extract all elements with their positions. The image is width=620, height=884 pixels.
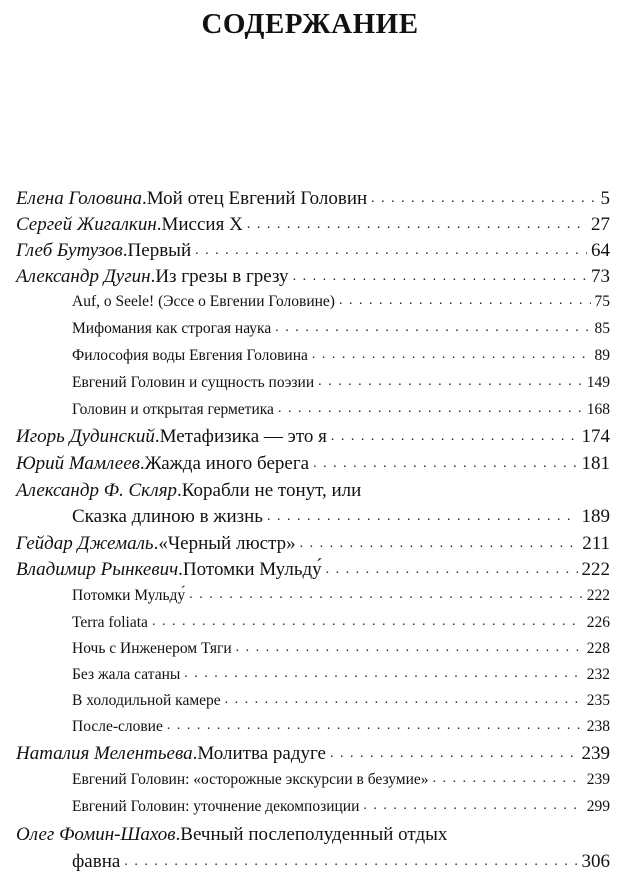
toc-separator: .	[153, 533, 159, 554]
toc-subentry[interactable]	[72, 798, 610, 822]
toc-entry[interactable]	[16, 426, 610, 452]
dot-leader	[312, 345, 591, 363]
toc-title: Auf, o Seele! (Эссе о Евгении Головине)	[72, 293, 335, 310]
toc-page-number: 222	[586, 587, 610, 604]
toc-author: Игорь Дудинский	[16, 426, 155, 447]
dot-leader	[330, 741, 578, 763]
toc-entry[interactable]	[16, 453, 610, 479]
toc-author: Сергей Жигалкин	[16, 214, 157, 235]
dot-leader	[184, 664, 582, 682]
toc-author: Елена Головина	[16, 188, 143, 209]
toc-subentry[interactable]	[72, 692, 610, 716]
toc-page-number: 85	[594, 320, 610, 337]
toc-entry[interactable]	[16, 188, 610, 214]
toc-page-number: 232	[586, 666, 610, 683]
toc-separator: .	[156, 214, 162, 235]
toc-separator: .	[154, 426, 160, 447]
toc-title: Мой отец Евгений Головин	[146, 188, 368, 209]
toc-title: Евгений Головин и сущность поэзии	[72, 374, 315, 391]
dot-leader	[236, 638, 583, 656]
dot-leader	[313, 451, 577, 473]
toc-author: Глеб Бутузов	[16, 240, 123, 261]
toc-separator: .	[177, 480, 182, 501]
toc-page-number: 73	[591, 266, 610, 287]
toc-entry[interactable]	[16, 480, 610, 506]
toc-author: Наталия Мелентьева	[16, 743, 193, 764]
toc-title: Terra foliata	[72, 614, 148, 631]
dot-leader	[247, 212, 587, 234]
dot-leader	[189, 585, 583, 603]
toc-page-number: 239	[586, 771, 610, 788]
toc-subentry[interactable]	[72, 718, 610, 742]
toc-page-number: 306	[581, 851, 610, 872]
toc-page-number: 168	[586, 401, 610, 418]
toc-subentry[interactable]	[72, 347, 610, 371]
toc-entry-continuation[interactable]	[72, 506, 610, 532]
toc-entry[interactable]	[16, 266, 610, 292]
toc-separator: .	[122, 240, 128, 261]
dot-leader	[326, 557, 578, 579]
dot-leader	[275, 318, 590, 336]
toc-author: Олег Фомин-Шахов	[16, 824, 176, 845]
dot-leader	[433, 769, 583, 787]
toc-entry[interactable]	[16, 533, 610, 559]
toc-subentry[interactable]	[72, 401, 610, 425]
toc-page-number: 238	[586, 718, 610, 735]
toc-author: Юрий Мамлеев	[16, 453, 140, 474]
toc-page-number: 89	[594, 347, 610, 364]
toc-author: Александр Дугин	[16, 266, 151, 287]
toc-title: Ночь с Инженером Тяги	[72, 640, 232, 657]
toc-entry-continuation[interactable]	[72, 851, 610, 877]
toc-author: Владимир Рынкевич	[16, 559, 179, 580]
toc-title: В холодильной камере	[72, 692, 221, 709]
toc-page-number: 174	[581, 426, 610, 447]
toc-page-number: 222	[581, 559, 610, 580]
toc-page-number: 299	[586, 798, 610, 815]
toc-separator: .	[139, 453, 145, 474]
toc-page-number: 226	[586, 614, 610, 631]
toc-page-number: 181	[581, 453, 610, 474]
toc-entry[interactable]	[16, 824, 610, 850]
toc-page-number: 27	[591, 214, 610, 235]
dot-leader	[318, 372, 583, 390]
toc-page-number: 189	[581, 506, 610, 527]
toc-separator: .	[178, 559, 183, 580]
dot-leader	[278, 399, 583, 417]
toc-entry[interactable]	[16, 240, 610, 266]
toc-separator: .	[150, 266, 156, 287]
dot-leader	[300, 531, 579, 553]
toc-page-number: 5	[600, 188, 610, 209]
toc-entry[interactable]	[16, 743, 610, 769]
toc-title: фавна	[72, 851, 121, 872]
dot-leader	[195, 238, 587, 260]
toc-title: Евгений Головин: «осторожные экскурсии в безумие»	[72, 771, 429, 788]
toc-subentry[interactable]	[72, 320, 610, 344]
toc-page-number: 228	[586, 640, 610, 657]
toc-subentry[interactable]	[72, 771, 610, 795]
dot-leader	[124, 849, 577, 871]
toc-title: Потомки Мульду́	[182, 559, 322, 580]
toc-separator: .	[192, 743, 198, 764]
toc-title: Жажда иного берега	[144, 453, 310, 474]
dot-leader	[339, 291, 591, 309]
toc-title: Без жала сатаны	[72, 666, 181, 683]
dot-leader	[371, 186, 596, 208]
toc-page-number: 64	[591, 240, 610, 261]
toc-title: Вечный послеполуденный отдых	[180, 824, 448, 845]
toc-subentry[interactable]	[72, 293, 610, 317]
toc-title: Сказка длиною в жизнь	[72, 506, 263, 527]
toc-title: Молитва радуге	[197, 743, 326, 764]
toc-title: После-словие	[72, 718, 163, 735]
toc-subentry[interactable]	[72, 640, 610, 664]
dot-leader	[225, 690, 583, 708]
toc-title: Миссия Х	[161, 214, 243, 235]
dot-leader	[293, 264, 587, 286]
toc-title: Головин и открытая герметика	[72, 401, 274, 418]
toc-title: Евгений Головин: уточнение декомпозиции	[72, 798, 360, 815]
dot-leader	[363, 796, 582, 814]
toc-separator: .	[175, 824, 181, 845]
toc-subentry[interactable]	[72, 374, 610, 398]
toc-page-number: 149	[586, 374, 610, 391]
dot-leader	[267, 504, 578, 526]
toc-title: Потомки Мульду́	[72, 587, 186, 604]
dot-leader	[152, 612, 583, 630]
toc-author: Гейдар Джемаль	[16, 533, 154, 554]
page-title: СОДЕРЖАНИЕ	[201, 8, 419, 40]
dot-leader	[167, 716, 583, 734]
toc-entry[interactable]	[16, 559, 610, 585]
toc-page-number: 75	[594, 293, 610, 310]
toc-title: Первый	[127, 240, 192, 261]
toc-separator: .	[142, 188, 147, 209]
toc-subentry[interactable]	[72, 587, 610, 611]
toc-page-number: 235	[586, 692, 610, 709]
toc-title: Корабли не тонут, или	[181, 480, 362, 501]
toc-entry[interactable]	[16, 214, 610, 240]
toc-page-number: 239	[581, 743, 610, 764]
toc-subentry[interactable]	[72, 666, 610, 690]
toc-author: Александр Ф. Скляр	[16, 480, 178, 501]
toc-subentry[interactable]	[72, 614, 610, 638]
toc-title: «Черный люстр»	[158, 533, 296, 554]
toc-title: Мифомания как строгая наука	[72, 320, 272, 337]
dot-leader	[331, 424, 578, 446]
toc-title: Метафизика — это я	[159, 426, 327, 447]
toc-title: Из грезы в грезу	[155, 266, 289, 287]
toc-page-number: 211	[582, 533, 610, 554]
toc-title: Философия воды Евгения Головина	[72, 347, 308, 364]
